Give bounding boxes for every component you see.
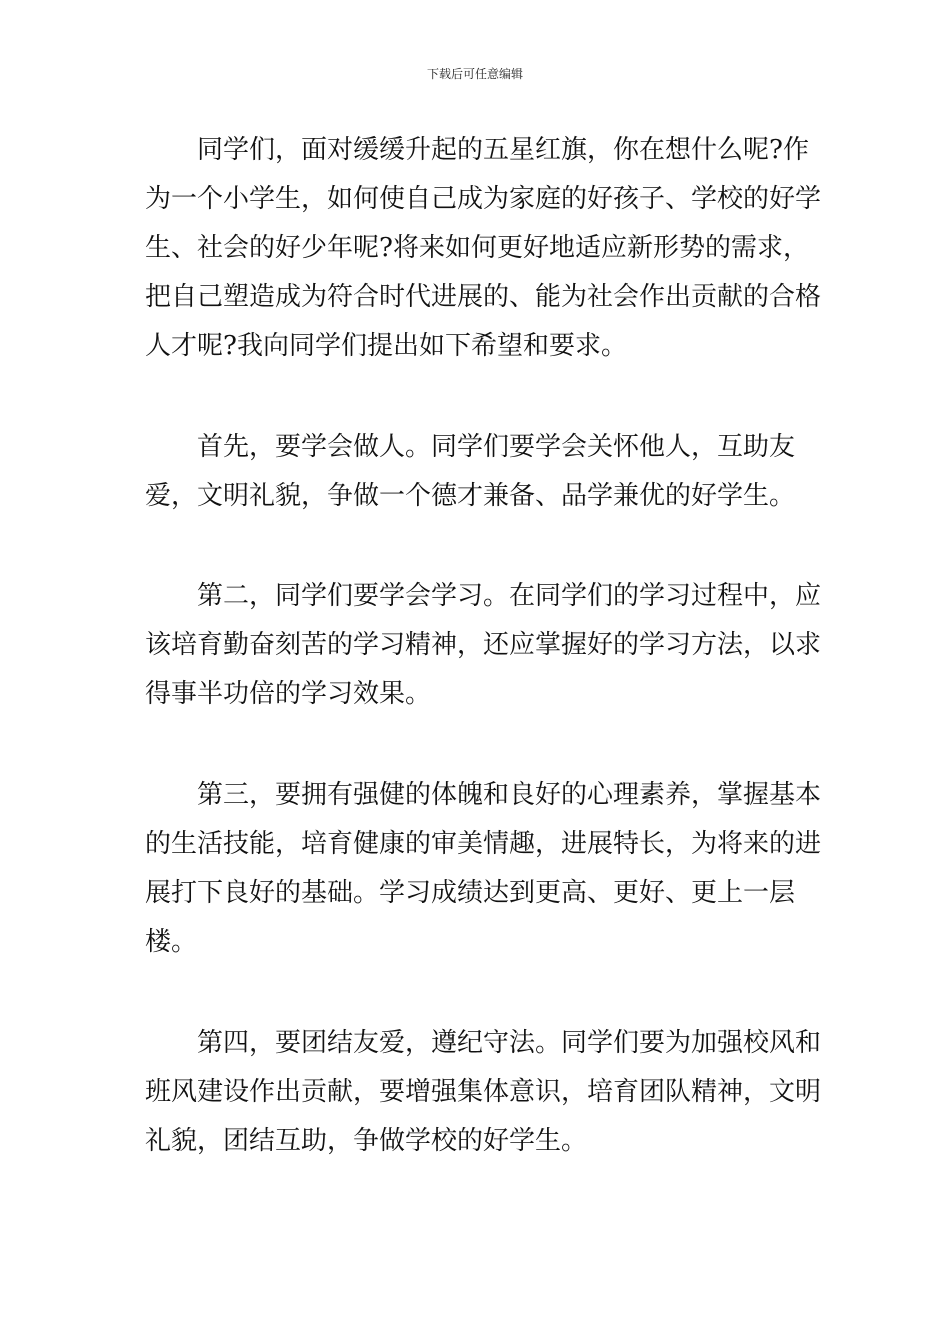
paragraph-5: 第四，要团结友爱，遵纪守法。同学们要为加强校风和班风建设作出贡献，要增强集体意识，培育团队精神，文明礼貌，团结互助，争做学校的好学生。	[145, 1028, 822, 1156]
paragraph-2: 首先，要学会做人。同学们要学会关怀他人，互助友爱，文明礼貌，争做一个德才兼备、品学兼优的好学生。	[145, 432, 796, 511]
paragraph-1: 同学们，面对缓缓升起的五星红旗，你在想什么呢?作为一个小学生，如何使自己成为家庭的好孩子、学校的好学生、社会的好少年呢?将来如何更好地适应新形势的需求，把自己塑造成为符合时代进展的、能为社会作出贡献的合格人才呢?我向同学们提出如下希望和要求。	[145, 135, 822, 361]
paragraph-3: 第二，同学们要学会学习。在同学们的学习过程中，应该培育勤奋刻苦的学习精神，还应掌握好的学习方法，以求得事半功倍的学习效果。	[145, 581, 822, 709]
paragraph-4: 第三，要拥有强健的体魄和良好的心理素养，掌握基本的生活技能，培育健康的审美情趣，进展特长，为将来的进展打下良好的基础。学习成绩达到更高、更好、更上一层楼。	[145, 780, 822, 957]
page-header: 下载后可任意编辑	[426, 67, 523, 81]
